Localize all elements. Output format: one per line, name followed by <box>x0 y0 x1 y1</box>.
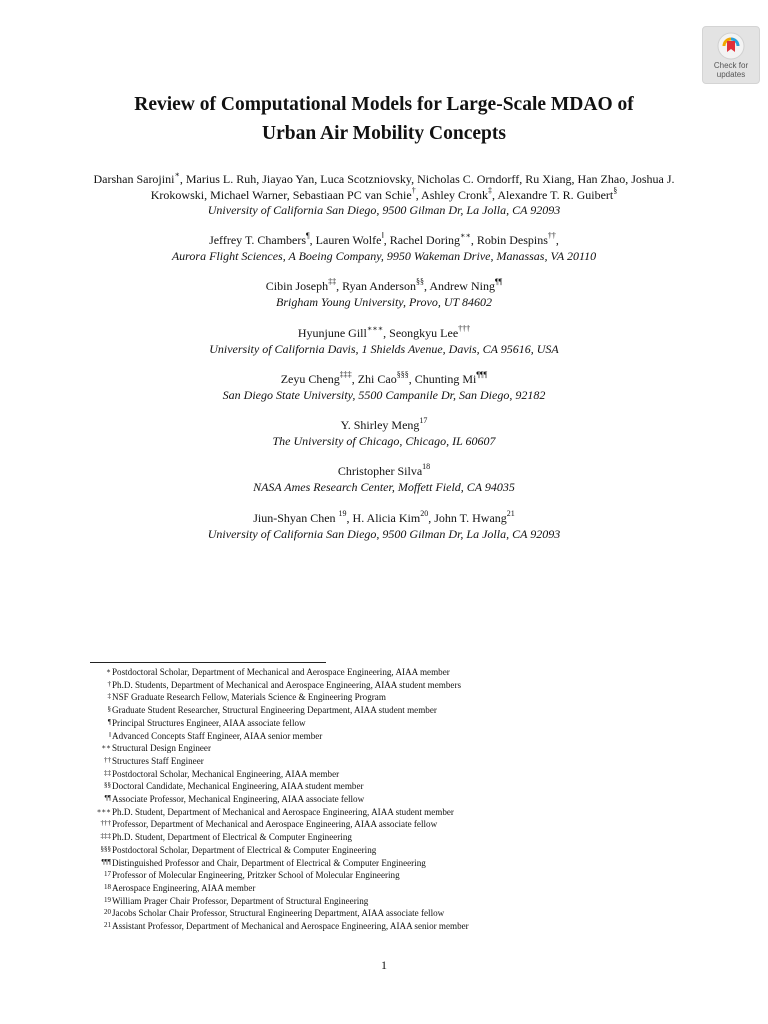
footnote <box>90 691 650 704</box>
author-footnote-mark: ¶¶ <box>494 277 503 286</box>
author-separator: , <box>336 279 343 293</box>
author-name: Rachel Doring <box>389 233 461 247</box>
footnote-mark: ‡‡ <box>104 768 111 777</box>
footnote-mark: §§§ <box>100 844 111 853</box>
footnote-mark: 20 <box>104 908 111 917</box>
author-name: Ru Xiang <box>525 172 572 186</box>
footnote-mark: ∗ <box>106 667 111 675</box>
author-list <box>70 372 698 388</box>
footnote-text: Jacobs Scholar Chair Professor, Structural Engineering Department, AIAA associate fellow <box>112 908 445 919</box>
footnote <box>90 793 650 806</box>
author-footnote-mark: ¶ <box>306 231 310 240</box>
footnote <box>90 730 650 743</box>
author-footnote-mark: 21 <box>506 509 515 518</box>
author-affiliation: University of California San Diego, 9500 Gilman Dr, La Jolla, CA 92093 <box>207 526 561 541</box>
footnote <box>90 755 650 768</box>
author-name: Jiayao Yan <box>262 172 315 186</box>
author-separator: , <box>555 233 559 247</box>
author-separator: , <box>492 187 498 202</box>
author-separator: , <box>423 279 430 293</box>
footnote-mark: §§ <box>104 781 111 790</box>
author-list <box>70 326 698 342</box>
footnote <box>90 818 650 831</box>
author-list <box>70 279 698 295</box>
author-separator: , <box>519 172 526 186</box>
author-name: Michael Warner <box>210 187 287 202</box>
author-footnote-mark: §§ <box>415 277 424 286</box>
author-name: Jeffrey T. Chambers <box>209 233 307 247</box>
author-separator: , <box>415 187 422 202</box>
author-footnote-mark: ∗ <box>174 170 180 179</box>
author-name: Nicholas C. Orndorff <box>417 172 520 186</box>
footnote <box>90 869 650 882</box>
footnote <box>90 882 650 895</box>
footnote-mark: † <box>107 679 111 688</box>
footnote-text: Assistant Professor, Department of Mechanical and Aerospace Engineering, AIAA senior member <box>112 921 469 932</box>
author-footnote-mark: ‖ <box>381 231 384 240</box>
footnote-mark: ‡ <box>107 692 111 701</box>
author-name: Hyunjune Gill <box>297 326 367 340</box>
footnote-text: Professor of Molecular Engineering, Pritzker School of Molecular Engineering <box>112 870 400 881</box>
footnote <box>90 857 650 870</box>
footnote-text: NSF Graduate Research Fellow, Materials Science & Engineering Program <box>112 692 386 703</box>
author-group-uchicago <box>70 418 698 449</box>
author-name: Han Zhao <box>577 172 626 186</box>
author-separator: , <box>408 372 415 386</box>
footnote <box>90 895 650 908</box>
footnote <box>90 666 650 679</box>
check-for-updates-badge[interactable] <box>702 26 760 84</box>
footnote-mark: ‖ <box>109 730 111 739</box>
footnote-mark: 17 <box>104 870 111 879</box>
author-separator: , <box>286 187 293 202</box>
author-footnote-mark: ‡ <box>488 185 493 195</box>
author-name: Joshua J. Krokowski <box>150 172 675 202</box>
footnote-mark: 18 <box>104 882 111 891</box>
author-name: Cibin Joseph <box>265 279 329 293</box>
footnote-text: Advanced Concepts Staff Engineer, AIAA senior member <box>112 730 323 741</box>
footnote-text: Professor, Department of Mechanical and Aerospace Engineering, AIAA associate fellow <box>112 819 438 830</box>
author-separator: , <box>428 511 435 525</box>
footnote <box>90 717 650 730</box>
author-name: Zeyu Cheng <box>280 372 340 386</box>
footnote <box>90 780 650 793</box>
author-footnote-mark: ‡‡ <box>328 277 337 286</box>
author-separator: , <box>204 187 211 202</box>
author-footnote-mark: ∗∗ <box>460 231 471 240</box>
footnote-mark: ¶ <box>107 717 111 726</box>
footnote <box>90 742 650 755</box>
author-affiliation: San Diego State University, 5500 Campanile Dr, San Diego, 92182 <box>222 387 546 402</box>
author-name: Sebastiaan PC van Schie <box>292 187 412 202</box>
author-footnote-mark: 20 <box>420 509 429 518</box>
footnote-text: Aerospace Engineering, AIAA member <box>112 882 256 893</box>
paper-title-line-1: Review of Computational Models for Large-Scale MDAO of <box>134 94 634 115</box>
author-name: H. Alicia Kim <box>352 511 421 525</box>
author-name: Marius L. Ruh <box>185 172 257 186</box>
author-list <box>70 418 698 434</box>
author-affiliation: University of California Davis, 1 Shields Avenue, Davis, CA 95616, USA <box>209 341 559 356</box>
author-separator: , <box>625 172 632 186</box>
footnote-text: Postdoctoral Scholar, Department of Electrical & Computer Engineering <box>112 844 377 855</box>
author-footnote-mark: § <box>613 185 618 195</box>
author-separator: , <box>256 172 263 186</box>
author-name: Seongkyu Lee <box>389 326 459 340</box>
author-affiliation: Aurora Flight Sciences, A Boeing Company, 9950 Wakeman Drive, Manassas, VA 20110 <box>171 248 597 263</box>
author-name: Chunting Mi <box>414 372 477 386</box>
footnote-text: Structures Staff Engineer <box>112 755 204 766</box>
author-group-aurora <box>70 233 698 264</box>
footnote <box>90 831 650 844</box>
author-separator: , <box>383 233 390 247</box>
author-separator: , <box>351 372 358 386</box>
author-affiliation: Brigham Young University, Provo, UT 84602 <box>276 294 492 309</box>
author-affiliation: NASA Ames Research Center, Moffett Field, CA 94035 <box>253 479 515 494</box>
footnote-text: Postdoctoral Scholar, Mechanical Engineering, AIAA member <box>112 768 340 779</box>
author-separator: , <box>346 511 353 525</box>
footnote <box>90 679 650 692</box>
paper-title <box>0 90 768 148</box>
footnote <box>90 768 650 781</box>
footnote-text: Ph.D. Students, Department of Mechanical and Aerospace Engineering, AIAA student members <box>112 679 462 690</box>
footnote-text: William Prager Chair Professor, Department of Structural Engineering <box>112 895 369 906</box>
author-group-nasa-ames <box>70 464 698 495</box>
footnote-text: Ph.D. Student, Department of Electrical & Computer Engineering <box>112 832 352 843</box>
author-footnote-mark: ∗∗∗ <box>366 324 384 333</box>
footnote-mark: ∗∗ <box>101 743 111 752</box>
author-name: Luca Scotzniovsky <box>320 172 412 186</box>
author-list <box>70 464 698 480</box>
footnote <box>90 806 650 819</box>
footnote <box>90 920 650 933</box>
author-footnote-mark: †† <box>547 231 556 240</box>
author-separator: , <box>411 172 418 186</box>
author-group-byu <box>70 279 698 310</box>
footnote <box>90 907 650 920</box>
author-name: Lauren Wolfe <box>315 233 382 247</box>
author-footnote-mark: §§§ <box>396 370 409 379</box>
author-name: Andrew Ning <box>429 279 495 293</box>
author-footnote-mark: ††† <box>458 324 471 333</box>
author-separator: , <box>179 172 186 186</box>
author-separator: , <box>383 326 390 340</box>
author-name: John T. Hwang <box>434 511 507 525</box>
footnote-text: Doctoral Candidate, Mechanical Engineering, AIAA student member <box>112 781 364 792</box>
footnote-mark: § <box>107 705 111 714</box>
check-for-updates-icon <box>717 32 745 60</box>
check-for-updates-label: Check for updates <box>713 61 749 79</box>
author-separator: , <box>314 172 321 186</box>
footnote <box>90 844 650 857</box>
footnote-text: Distinguished Professor and Chair, Department of Electrical & Computer Engineering <box>112 857 426 868</box>
footnote-mark: ∗∗∗ <box>96 806 111 815</box>
author-footnote-mark: 17 <box>419 416 428 425</box>
footnote-text: Postdoctoral Scholar, Department of Mechanical and Aerospace Engineering, AIAA member <box>112 667 450 677</box>
author-footnote-mark: ‡‡‡ <box>339 370 352 379</box>
author-name: Ashley Cronk <box>421 187 489 202</box>
author-name: Robin Despins <box>476 233 548 247</box>
author-name: Christopher Silva <box>337 464 423 478</box>
author-name: Zhi Cao <box>357 372 397 386</box>
author-separator: , <box>470 233 477 247</box>
paper-title-line-2: Urban Air Mobility Concepts <box>262 123 506 144</box>
author-footnote-mark: 18 <box>422 462 431 471</box>
footnote-mark: ¶¶ <box>104 794 111 803</box>
author-affiliation: The University of Chicago, Chicago, IL 60607 <box>272 433 496 448</box>
footnote-text: Ph.D. Student, Department of Mechanical and Aerospace Engineering, AIAA student member <box>112 806 454 817</box>
author-footnote-mark: ¶¶¶ <box>476 370 488 379</box>
footnote-text: Principal Structures Engineer, AIAA associate fellow <box>112 717 306 728</box>
author-group-sdsu <box>70 372 698 403</box>
author-list <box>70 172 698 203</box>
author-separator: , <box>571 172 578 186</box>
author-list <box>70 511 698 527</box>
footnotes <box>90 666 650 933</box>
author-name: Alexandre T. R. Guibert <box>497 187 614 202</box>
footnote-mark: ‡‡‡ <box>100 832 111 841</box>
author-affiliation: University of California San Diego, 9500 Gilman Dr, La Jolla, CA 92093 <box>207 203 561 217</box>
author-name: Darshan Sarojini <box>93 172 175 186</box>
footnote-rule <box>90 662 326 663</box>
author-name: Y. Shirley Meng <box>340 418 420 432</box>
footnote-text: Graduate Student Researcher, Structural Engineering Department, AIAA student member <box>112 705 437 716</box>
author-group-ucsd-2 <box>70 511 698 542</box>
author-name: Jiun-Shyan Chen <box>253 511 339 525</box>
author-group-ucsd-1 <box>70 172 698 219</box>
footnote <box>90 704 650 717</box>
footnote-mark: †† <box>104 755 111 764</box>
footnote-text: Structural Design Engineer <box>112 743 211 754</box>
author-group-ucdavis <box>70 326 698 357</box>
footnote-text: Associate Professor, Mechanical Engineering, AIAA associate fellow <box>112 794 365 805</box>
footnote-mark: ¶¶¶ <box>101 857 111 866</box>
footnote-mark: 21 <box>104 921 111 930</box>
author-name: Ryan Anderson <box>342 279 416 293</box>
author-footnote-mark: † <box>411 185 416 195</box>
author-list <box>70 233 698 249</box>
footnote-mark: ††† <box>100 819 111 828</box>
footnote-mark: 19 <box>104 895 111 904</box>
page-number: 1 <box>381 958 387 972</box>
author-separator: , <box>309 233 316 247</box>
author-footnote-mark: 19 <box>338 509 347 518</box>
